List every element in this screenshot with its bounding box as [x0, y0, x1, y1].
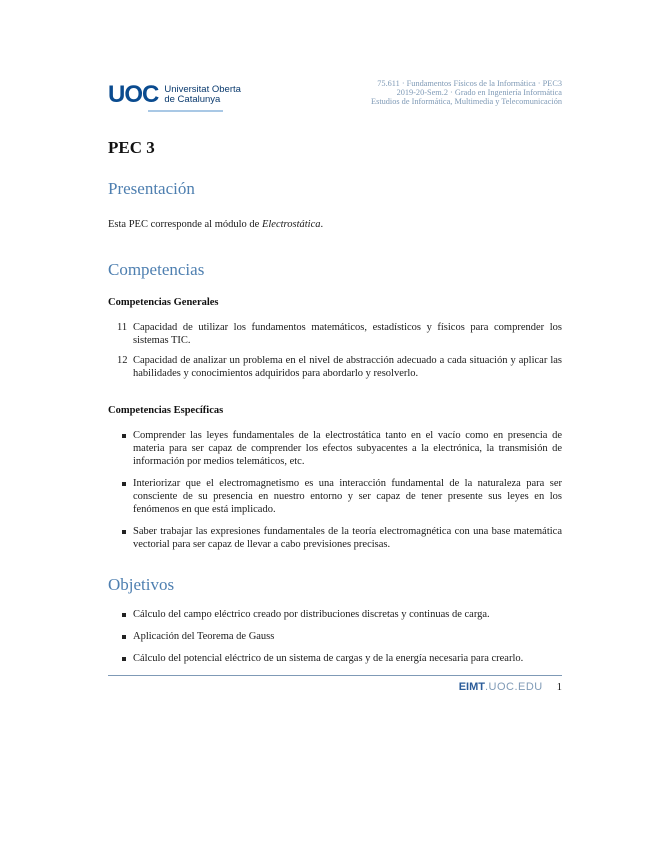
item-text: Comprender las leyes fundamentales de la electrostática tanto en el vacío como en presencia de materia para ser capaz de comprender los efectos subyacentes a la electrónica, la transmisión de información por medios telemáticos, etc.: [133, 430, 562, 467]
competencias-generales-list: [108, 321, 562, 387]
item-text: Interiorizar que el electromagnetismo es una interacción fundamental de la naturaleza para ser consciente de su presencia en nuestro entorno y ser capaz de tener presente sus leyes en los fenómenos en que está implicado.: [133, 478, 562, 515]
logo-underline: [148, 110, 223, 112]
page-number: 1: [556, 681, 562, 693]
section-heading-presentacion: Presentación: [108, 179, 195, 198]
list-item: [108, 608, 562, 621]
item-text: Cálculo del campo eléctrico creado por distribuciones discretas y continuas de carga.: [133, 609, 490, 620]
item-text: Capacidad de analizar un problema en el nivel de abstracción adecuado a cada situación y aplicar las habilidades y conocimientos adquiridos para abordarlo y resolverlo.: [133, 355, 562, 379]
item-text: Capacidad de utilizar los fundamentos matemáticos, estadísticos y físicos para comprender los sistemas TIC.: [133, 322, 562, 346]
eimt-logo-rest: .UOC.EDU: [484, 681, 543, 693]
competencias-especificas-list: [108, 429, 562, 560]
module-name: Electrostática: [261, 219, 321, 230]
bullet-icon: [122, 657, 126, 661]
bullet-icon: [122, 613, 126, 617]
presentacion-text-suffix: .: [320, 219, 324, 230]
bullet-icon: [122, 635, 126, 639]
presentacion-text: [108, 218, 562, 231]
footer: [459, 681, 562, 693]
logo-mark: UOC: [108, 81, 159, 108]
objetivos-list: [108, 608, 562, 674]
course-line-2: 2019-20-Sem.2 · Grado en Ingeniería Informática: [396, 88, 562, 97]
logo-line-2: de Catalunya: [164, 94, 221, 105]
course-info: [371, 79, 562, 106]
item-text: Saber trabajar las expresiones fundamentales de la teoría electromagnética con una base matemática vectorial para ser capaz de llevar a cabo previsiones precisas.: [133, 526, 562, 550]
item-number: 11: [117, 322, 128, 333]
list-item: [108, 630, 562, 643]
item-number: 12: [117, 355, 128, 366]
list-item: [108, 525, 562, 551]
logo-line-1: Universitat Oberta: [164, 83, 241, 95]
section-heading-competencias: Competencias: [108, 260, 205, 279]
bullet-icon: [122, 530, 126, 534]
eimt-logo: [459, 681, 543, 693]
section-heading-objetivos: Objetivos: [108, 575, 175, 594]
uoc-logo: [108, 80, 241, 110]
item-text: Cálculo del potencial eléctrico de un sistema de cargas y de la energía necesaria para crearlo.: [133, 653, 524, 664]
list-item: [108, 354, 562, 380]
subsection-heading-generales: Competencias Generales: [108, 297, 219, 308]
list-item: [108, 652, 562, 665]
list-item: [108, 321, 562, 347]
course-line-3: Estudios de Informática, Multimedia y Telecomunicación: [371, 97, 562, 106]
bullet-icon: [122, 434, 126, 438]
eimt-logo-bold: EIMT: [458, 681, 485, 693]
bullet-icon: [122, 482, 126, 486]
list-item: [108, 429, 562, 468]
document-title: PEC 3: [108, 138, 155, 157]
presentacion-text-prefix: Esta PEC corresponde al módulo de: [108, 219, 262, 230]
item-text: Aplicación del Teorema de Gauss: [133, 631, 275, 642]
subsection-heading-especificas: Competencias Específicas: [108, 405, 224, 416]
footer-divider: [108, 675, 562, 676]
course-line-1: 75.611 · Fundamentos Físicos de la Informática · PEC3: [377, 79, 562, 88]
list-item: [108, 477, 562, 516]
logo-text: [162, 85, 241, 106]
